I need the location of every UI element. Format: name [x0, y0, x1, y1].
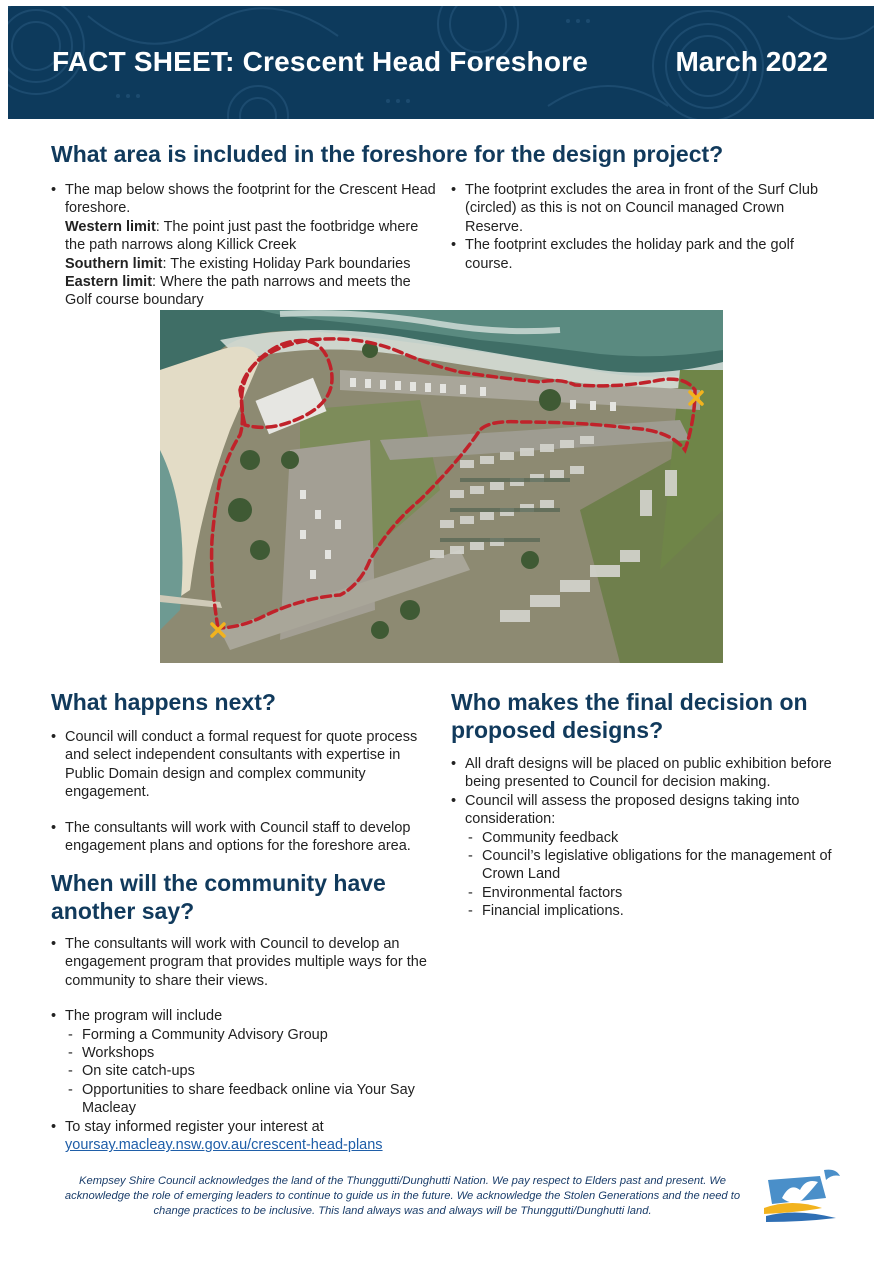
aerial-map-illustration — [160, 310, 723, 663]
section-heading-area: What area is included in the foreshore for the design project? — [51, 141, 724, 167]
western-limit-label: Western limit — [65, 218, 156, 235]
area-intro-text: The map below shows the footprint for the Crescent Head foreshore. — [65, 182, 436, 217]
acknowledgement-of-country: Kempsey Shire Council acknowledges the land of the Thunggutti/Dunghutti Nation. We pay respect to Elders past and present. We acknowledge the role of emerging leaders to continue to guide us in the future. We acknowledge the Stolen Generations and the need to change practices to be inclusive. This land always was and always will be Thunggutti/Dunghutti land. — [64, 1175, 741, 1217]
kempsey-shire-council-logo-icon — [762, 1168, 844, 1226]
list-item: • All draft designs will be placed on public exhibition before being presented to Council for decision making. — [451, 755, 841, 792]
header-banner — [8, 6, 874, 119]
consideration-item: - Environmental factors — [465, 884, 841, 902]
consideration-item: - Council’s legislative obligations for the management of Crown Land — [465, 847, 841, 884]
page-title: FACT SHEET: Crescent Head Foreshore — [52, 46, 589, 77]
page-date: March 2022 — [675, 46, 828, 77]
eastern-limit-label: Eastern limit — [65, 274, 153, 291]
program-item: - On site catch-ups — [65, 1062, 436, 1080]
register-interest-text: To stay informed register your interest at — [65, 1118, 324, 1135]
list-item: • The consultants will work with Council to develop an engagement program that provides multiple ways for the community to share their views. — [51, 935, 436, 990]
section-heading-next: What happens next? — [51, 689, 276, 715]
southern-limit-text: : The existing Holiday Park boundaries — [162, 255, 411, 272]
program-item: - Forming a Community Advisory Group — [65, 1026, 436, 1044]
southern-limit-label: Southern limit — [65, 255, 163, 272]
list-item: • The consultants will work with Council staff to develop engagement plans and options for the foreshore area. — [51, 819, 436, 856]
list-item — [51, 1007, 436, 1117]
western-limit-text: : The point just past the footbridge where the path narrows along Killick Creek — [65, 218, 419, 254]
program-item: - Workshops — [65, 1044, 436, 1062]
list-item — [451, 792, 841, 921]
consideration-item: - Financial implications. — [465, 902, 841, 920]
list-item — [51, 1118, 436, 1155]
area-col1 — [51, 181, 436, 310]
list-item: • The footprint excludes the holiday park and the golf course. — [451, 236, 831, 273]
yoursay-link[interactable]: yoursay.macleay.nsw.gov.au/crescent-head-plans — [65, 1137, 383, 1154]
section-heading-who: Who makes the final decision on proposed designs? — [451, 689, 808, 743]
list-item — [51, 181, 436, 310]
list-item: • Council will conduct a formal request for quote process and select independent consultants with expertise in Public Domain design and complex community engagement. — [51, 728, 436, 802]
when-list — [51, 935, 436, 1154]
program-intro: The program will include — [65, 1008, 223, 1025]
area-col2 — [451, 181, 831, 273]
assess-intro: Council will assess the proposed designs taking into consideration: — [465, 792, 800, 828]
foreshore-aerial-map — [160, 310, 723, 663]
who-list — [451, 755, 841, 921]
program-item: - Opportunities to share feedback online via Your Say Macleay — [65, 1081, 436, 1118]
eastern-limit-text: : Where the path narrows and meets the Golf course boundary — [65, 274, 411, 309]
list-item: • The footprint excludes the area in front of the Surf Club (circled) as this is not on Council managed Crown Reserve. — [451, 181, 831, 236]
section-heading-when: When will the community have another say? — [51, 870, 386, 924]
consideration-item: - Community feedback — [465, 829, 841, 847]
next-list — [51, 728, 436, 855]
